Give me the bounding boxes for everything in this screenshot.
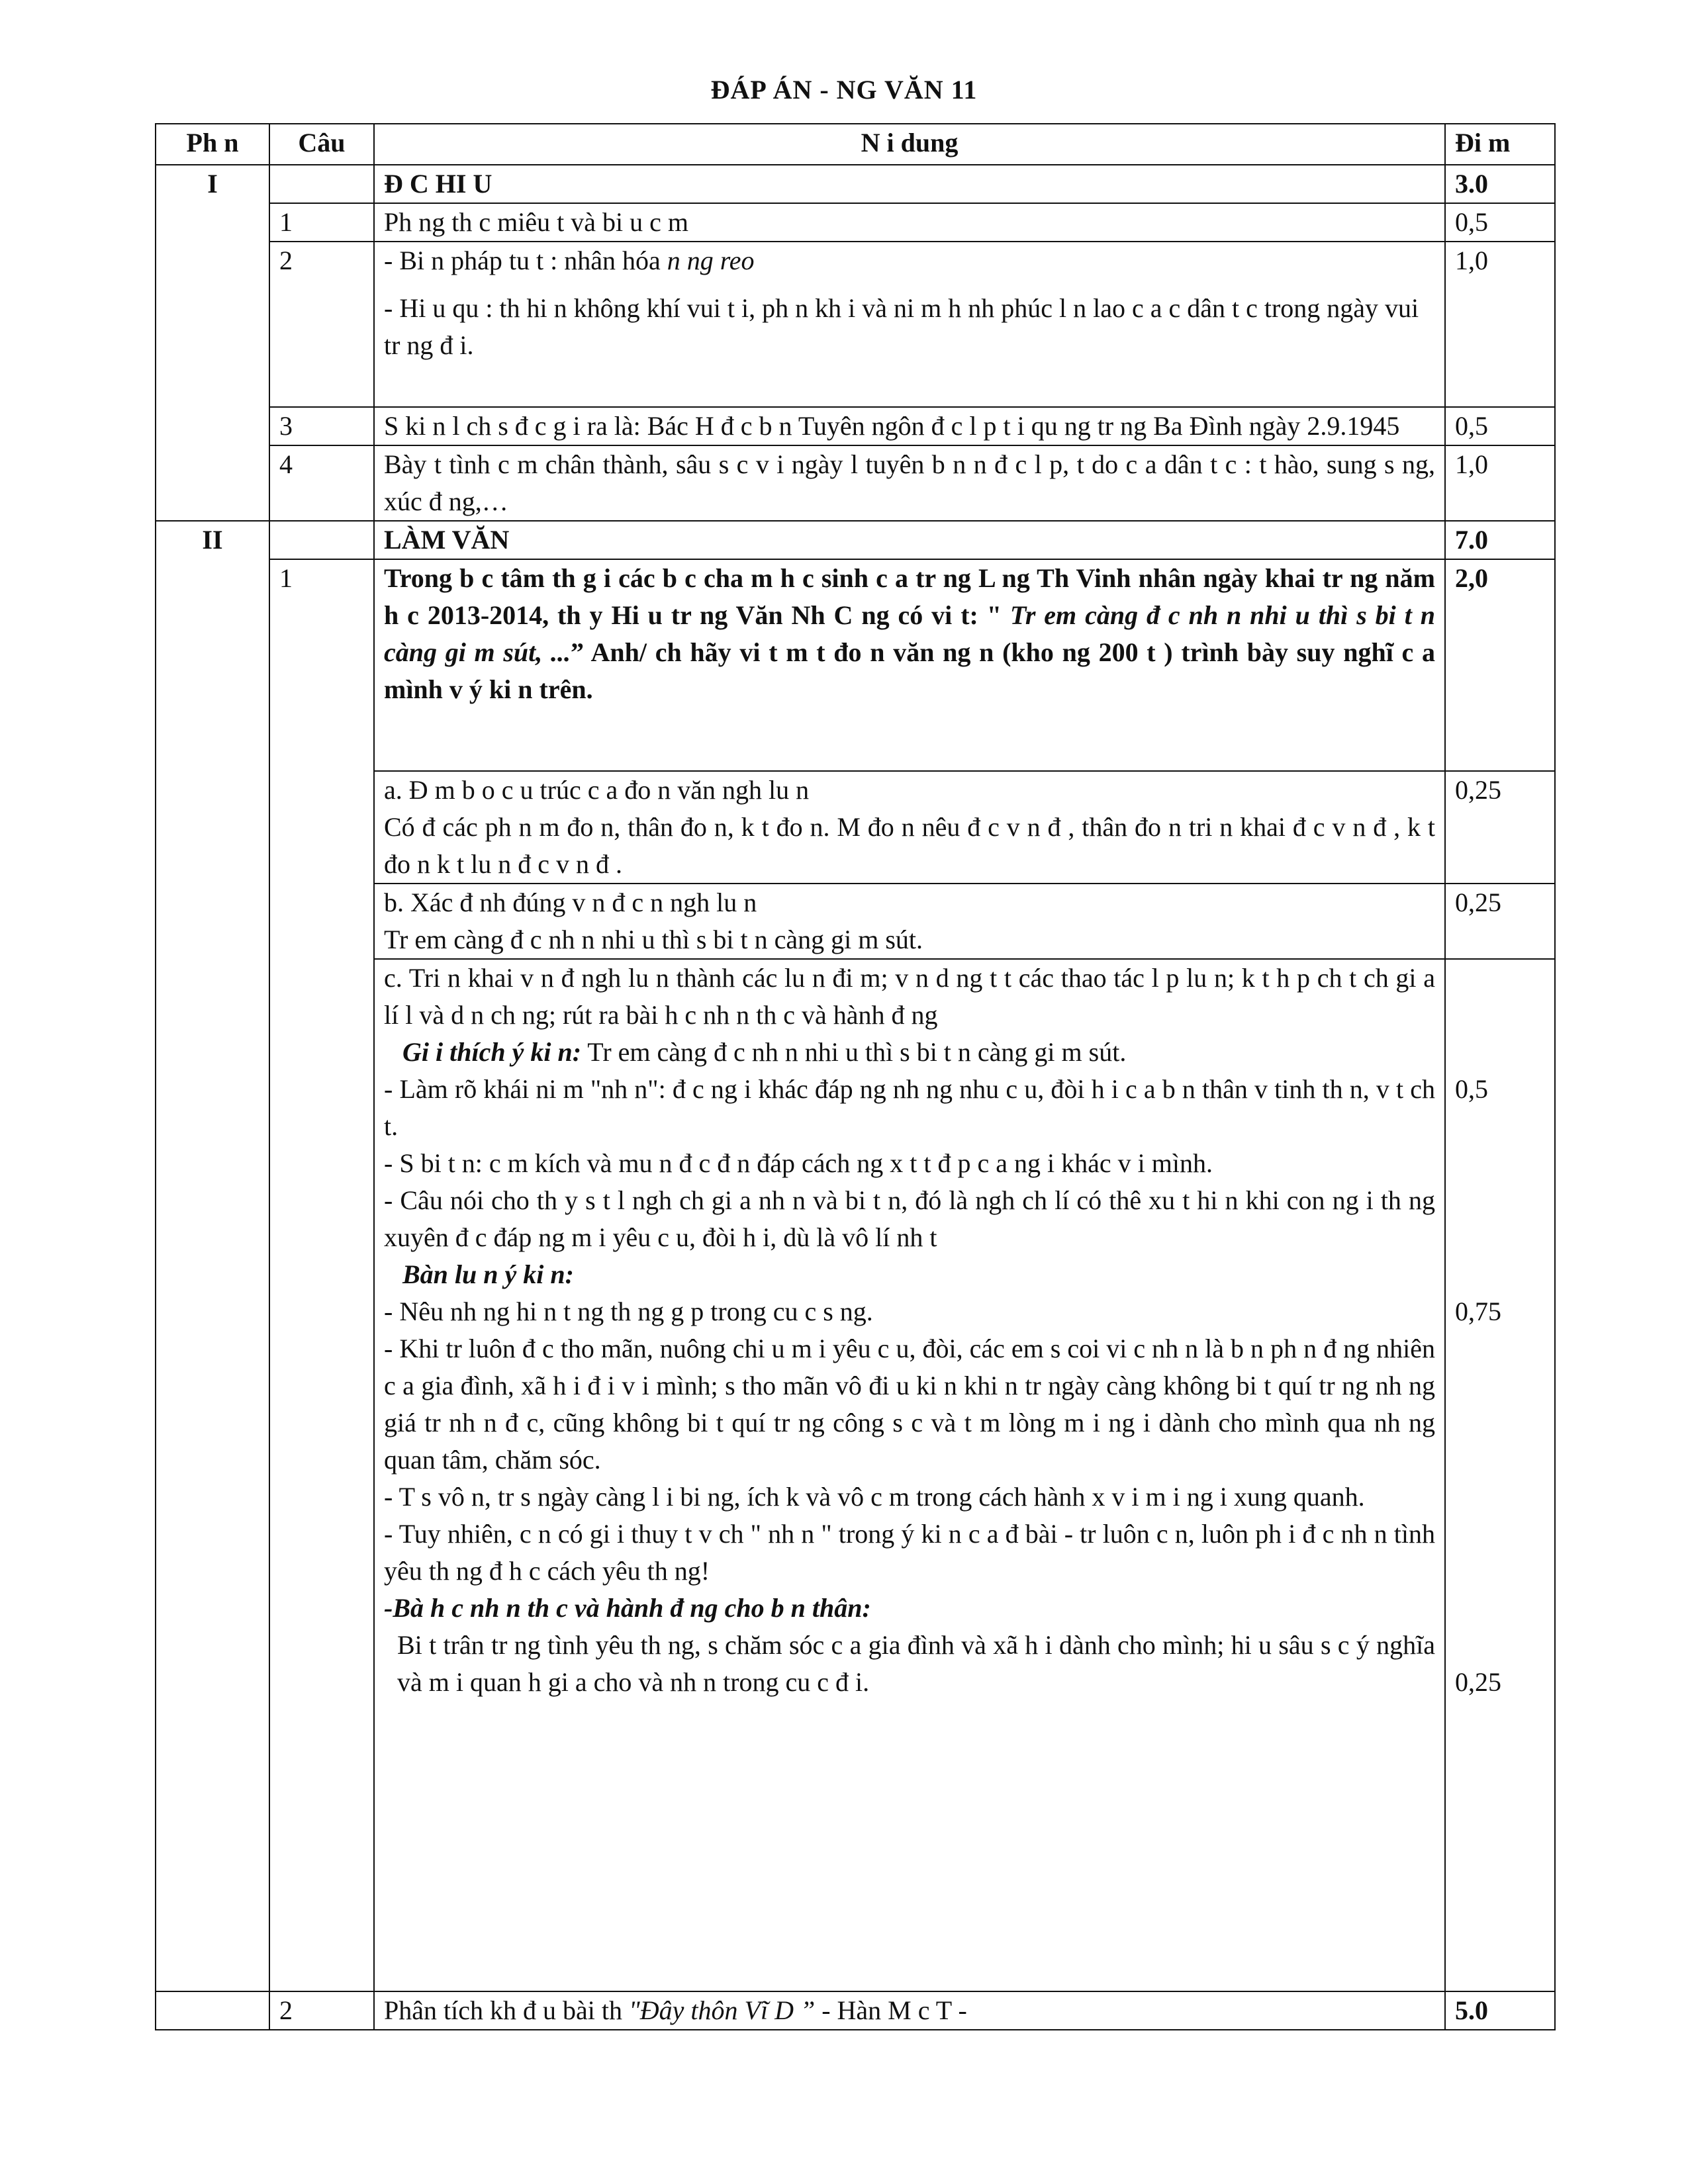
- table-row: [156, 559, 1555, 771]
- criterion-a-title: a. Đ m b o c u trúc c a đo n văn ngh lu n: [384, 775, 810, 805]
- question-number: 2: [269, 1991, 374, 2030]
- paragraph: Bi t trân tr ng tình yêu th ng, s chăm sóc c a gia đình và xã h i dành cho mình; hi u sâu s c ý nghĩa và m i quan h gi a cho và nh n trong cu c đ i.: [397, 1630, 1435, 1697]
- question-content: S ki n l ch s đ c g i ra là: Bác H đ c b n Tuyên ngôn đ c l p t i qu ng tr ng Ba Đình ngày 2.9.1945: [374, 407, 1445, 445]
- paragraph: - S bi t n: c m kích và mu n đ c đ n đáp cách ng x t t đ p c a ng i khác v i mình.: [384, 1148, 1213, 1178]
- table-row: [156, 165, 1555, 203]
- criterion-b-title: b. Xác đ nh đúng v n đ c n ngh lu n: [384, 887, 757, 917]
- question-score: 1,0: [1445, 242, 1555, 407]
- criterion-a: [374, 771, 1445, 884]
- page-title: ĐÁP ÁN - NG VĂN 11: [710, 75, 978, 105]
- paragraph: - Khi tr luôn đ c tho mãn, nuông chi u m i yêu c u, đòi, các em s coi vi c nh n là b n ph n đ ng nhiên c a gia đình, xã h i đ i v i mình; s tho mãn vô đi u ki n khi n tr ngày càng không bi t quí tr ng nh ng giá tr nh n đ c, cũng không bi t quí tr ng công s c và t m lòng m i ng i dành cho mình qua nh ng quan tâm, chăm sóc.: [384, 1334, 1435, 1475]
- section-score-2: 7.0: [1445, 521, 1555, 559]
- essay-prompt: Trong b c tâm th g i các b c cha m h c sinh c a tr ng L ng Th Vinh nhân ngày khai tr ng năm h c 2013-2014, th y Hi u tr ng Văn Nh C ng có vi t: " Tr em càng đ c nh n nhi u thì s bi t n càng gi m sút, ...” Anh/ ch hãy vi t m t đo n văn ng n (kho ng 200 t ) trình bày suy nghĩ c a mình v ý ki n trên.: [374, 559, 1445, 771]
- question-number: 3: [269, 407, 374, 445]
- paragraph: - Nêu nh ng hi n t ng th ng g p trong cu c s ng.: [384, 1297, 873, 1326]
- criterion-c-scores: [1445, 959, 1555, 1991]
- q2-line1: - Bi n pháp tu t : nhân hóa: [384, 246, 667, 275]
- section-heading-1: Đ C HI U: [374, 165, 1445, 203]
- criterion-b: [374, 884, 1445, 959]
- question-score: 0,5: [1445, 407, 1555, 445]
- question-content: [374, 242, 1445, 407]
- q2-line2: - Hi u qu : th hi n không khí vui t i, ph n kh i và ni m h nh phúc l n lao c a c dân t c trong ngày vui tr ng đ i.: [384, 293, 1419, 360]
- lesson-label: -Bà h c nh n th c và hành đ ng cho b n thân:: [384, 1593, 871, 1623]
- section-score-1: 3.0: [1445, 165, 1555, 203]
- table-row: [156, 203, 1555, 242]
- answer-table: [155, 123, 1556, 2030]
- question-score: 2,0: [1445, 559, 1555, 771]
- paragraph: - Làm rõ khái ni m "nh n": đ c ng i khác đáp ng nh ng nhu c u, đòi h i c a b n thân v tinh th n, v t ch t.: [384, 1074, 1435, 1141]
- question-score: 1,0: [1445, 445, 1555, 521]
- header-score: Đi m: [1445, 124, 1555, 165]
- criterion-c-intro: c. Tri n khai v n đ ngh lu n thành các lu n đi m; v n d ng t t các thao tác l p lu n; k t h p ch t ch gi a lí l và d n ch ng; rút ra bài h c nh n th c và hành đ ng: [384, 963, 1435, 1030]
- header-row: [156, 124, 1555, 165]
- question-number: 2: [269, 242, 374, 407]
- section-heading-2: LÀM VĂN: [374, 521, 1445, 559]
- part-label-2: II: [156, 521, 269, 1991]
- paragraph: - Tuy nhiên, c n có gi i thuy t v ch " nh n " trong ý ki n c a đ bài - tr luôn c n, luôn ph i đ c nh n tình yêu th ng đ h c cách yêu th ng!: [384, 1519, 1435, 1586]
- criterion-b-body: Tr em càng đ c nh n nhi u thì s bi t n càng gi m sút.: [384, 925, 923, 954]
- criterion-c-score: 0,5: [1455, 1074, 1488, 1104]
- essay-quote: Tr em càng đ c nh n nhi u thì s bi t n càng gi m sút, ...: [384, 600, 1435, 667]
- paragraph: - Câu nói cho th y s t l ngh ch gi a nh n và bi t n, đó là ngh ch lí có thê xu t hi n khi con ng i th ng xuyên đ c đáp ng m i yêu c u, đòi h i, dù là vô lí nh t: [384, 1185, 1435, 1252]
- header-content: N i dung: [374, 124, 1445, 165]
- question-number: 4: [269, 445, 374, 521]
- question-content: Phân tích kh đ u bài th "Đây thôn Vĩ D ” - Hàn M c T -: [374, 1991, 1445, 2030]
- table-row: [156, 242, 1555, 407]
- part-label-1: I: [156, 165, 269, 521]
- criterion-c-score: 0,25: [1455, 1667, 1501, 1697]
- criterion-a-body: Có đ các ph n m đo n, thân đo n, k t đo n. M đo n nêu đ c v n đ , thân đo n tri n khai đ c v n đ , k t đo n k t lu n đ c v n đ .: [384, 812, 1435, 879]
- explain-text: Tr em càng đ c nh n nhi u thì s bi t n càng gi m sút.: [581, 1037, 1127, 1067]
- question-number: 1: [269, 203, 374, 242]
- criterion-c-score: 0,75: [1455, 1297, 1501, 1326]
- question-number: 1: [269, 559, 374, 1991]
- discuss-label: Bàn lu n ý ki n:: [402, 1259, 574, 1289]
- paragraph: - T s vô n, tr s ngày càng l i bi ng, ích k và vô c m trong cách hành x v i m i ng i xung quanh.: [384, 1482, 1365, 1512]
- table-row: [156, 1991, 1555, 2030]
- poem-title: "Đây thôn Vĩ D ”: [628, 1995, 816, 2025]
- table-row: [156, 521, 1555, 559]
- q2-line1-italic: n ng reo: [667, 246, 755, 275]
- table-row: [156, 407, 1555, 445]
- question-content: Bày t tình c m chân thành, sâu s c v i ngày l tuyên b n n đ c l p, t do c a dân t c : t hào, sung s ng, xúc đ ng,…: [374, 445, 1445, 521]
- question-score: 0,5: [1445, 203, 1555, 242]
- criterion-b-score: 0,25: [1445, 884, 1555, 959]
- table-row: [156, 445, 1555, 521]
- question-score: 5.0: [1445, 1991, 1555, 2030]
- header-part: Ph n: [156, 124, 269, 165]
- criterion-c: [374, 959, 1445, 1991]
- criterion-a-score: 0,25: [1445, 771, 1555, 884]
- question-content: Ph ng th c miêu t và bi u c m: [374, 203, 1445, 242]
- header-question: Câu: [269, 124, 374, 165]
- explain-label: Gi i thích ý ki n:: [402, 1037, 582, 1067]
